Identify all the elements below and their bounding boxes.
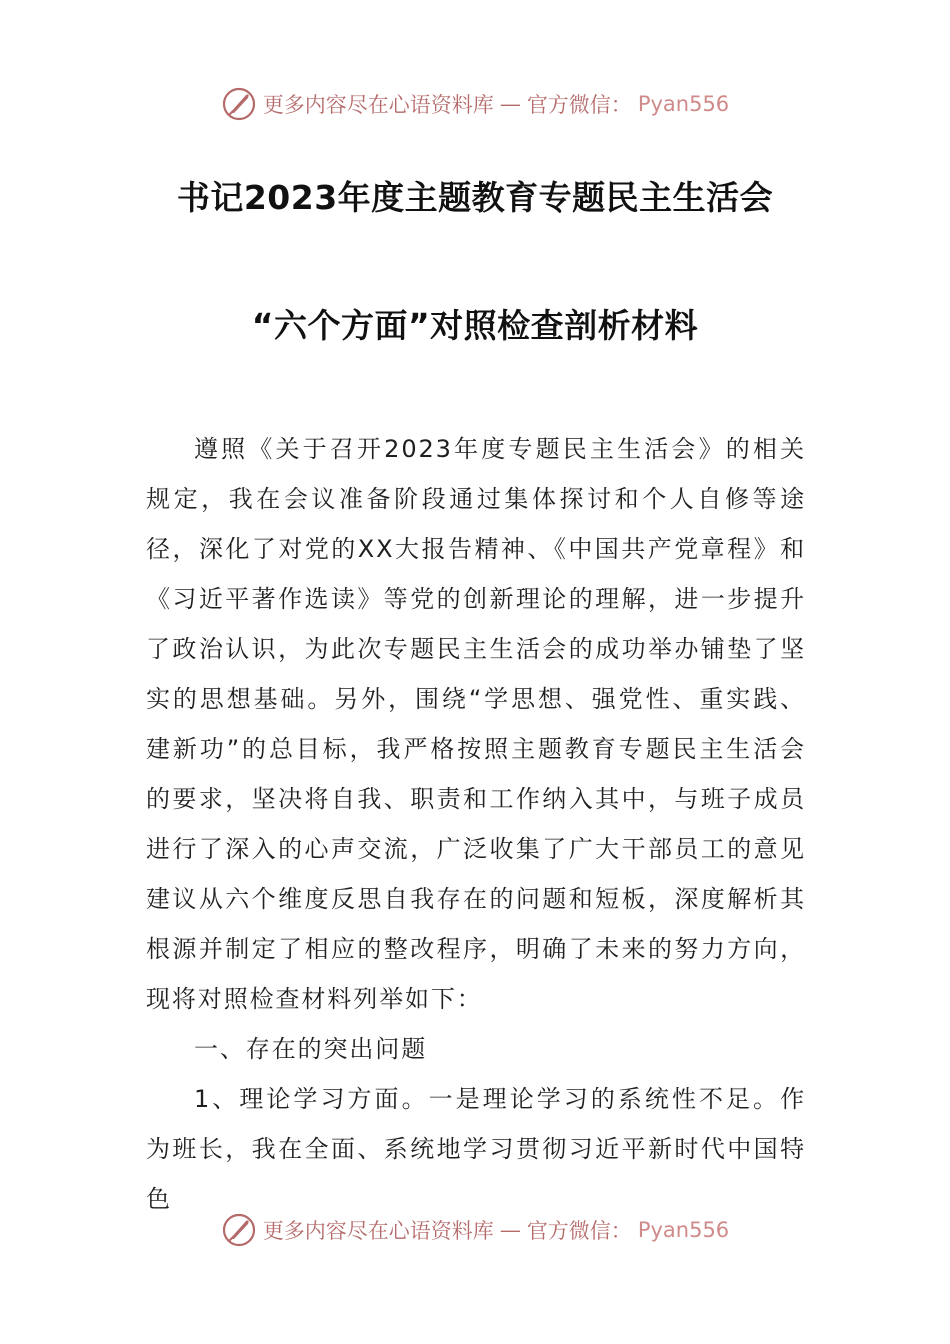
body-paragraph-intro: 遵照《关于召开2023年度专题民主生活会》的相关规定，我在会议准备阶段通过集体探讨和个人自修等途径，深化了对党的XX大报告精神、《中国共产党章程》和《习近平著作选读》等党的创新理论的理解，进一步提升了政治认识，为此次专题民主生活会的成功举办铺垫了坚实的思想基础。另外，围绕“学思想、强党性、重实践、建新功”的总目标，我严格按照主题教育专题民主生活会的要求，坚决将自我、职责和工作纳入其中，与班子成员进行了深入的心声交流，广泛收集了广大干部员工的意见建议从六个维度反思自我存在的问题和短板，深度解析其根源并制定了相应的整改程序，明确了未来的努力方向，现将对照检查材料列举如下： bbox=[146, 435, 806, 1013]
watermark-footer bbox=[0, 1210, 950, 1250]
document-title-line2: “六个方面”对照检查剖析材料 bbox=[251, 306, 699, 345]
document-title-line1: 书记2023年度主题教育专题民主生活会 bbox=[176, 178, 774, 217]
body-paragraph-item-1: 1、理论学习方面。一是理论学习的系统性不足。作为班长，我在全面、系统地学习贯彻习近平新时代中国特色 bbox=[146, 1085, 806, 1213]
watermark-separator: — bbox=[499, 1218, 521, 1242]
watermark-contact-label: 官方微信： bbox=[526, 93, 632, 117]
watermark-site-text: 更多内容尽在心语资料库 bbox=[262, 93, 494, 117]
watermark-contact-id: Pyan556 bbox=[637, 1218, 730, 1242]
quill-logo-icon bbox=[221, 86, 257, 122]
section-heading: 一、存在的突出问题 bbox=[194, 1035, 428, 1063]
document-body bbox=[146, 424, 806, 1224]
watermark-header bbox=[0, 84, 950, 124]
watermark-contact-id: Pyan556 bbox=[637, 92, 730, 116]
watermark-separator: — bbox=[499, 92, 521, 116]
watermark-contact-label: 官方微信： bbox=[526, 1219, 632, 1243]
quill-logo-icon bbox=[221, 1212, 257, 1248]
watermark-site-text: 更多内容尽在心语资料库 bbox=[262, 1219, 494, 1243]
